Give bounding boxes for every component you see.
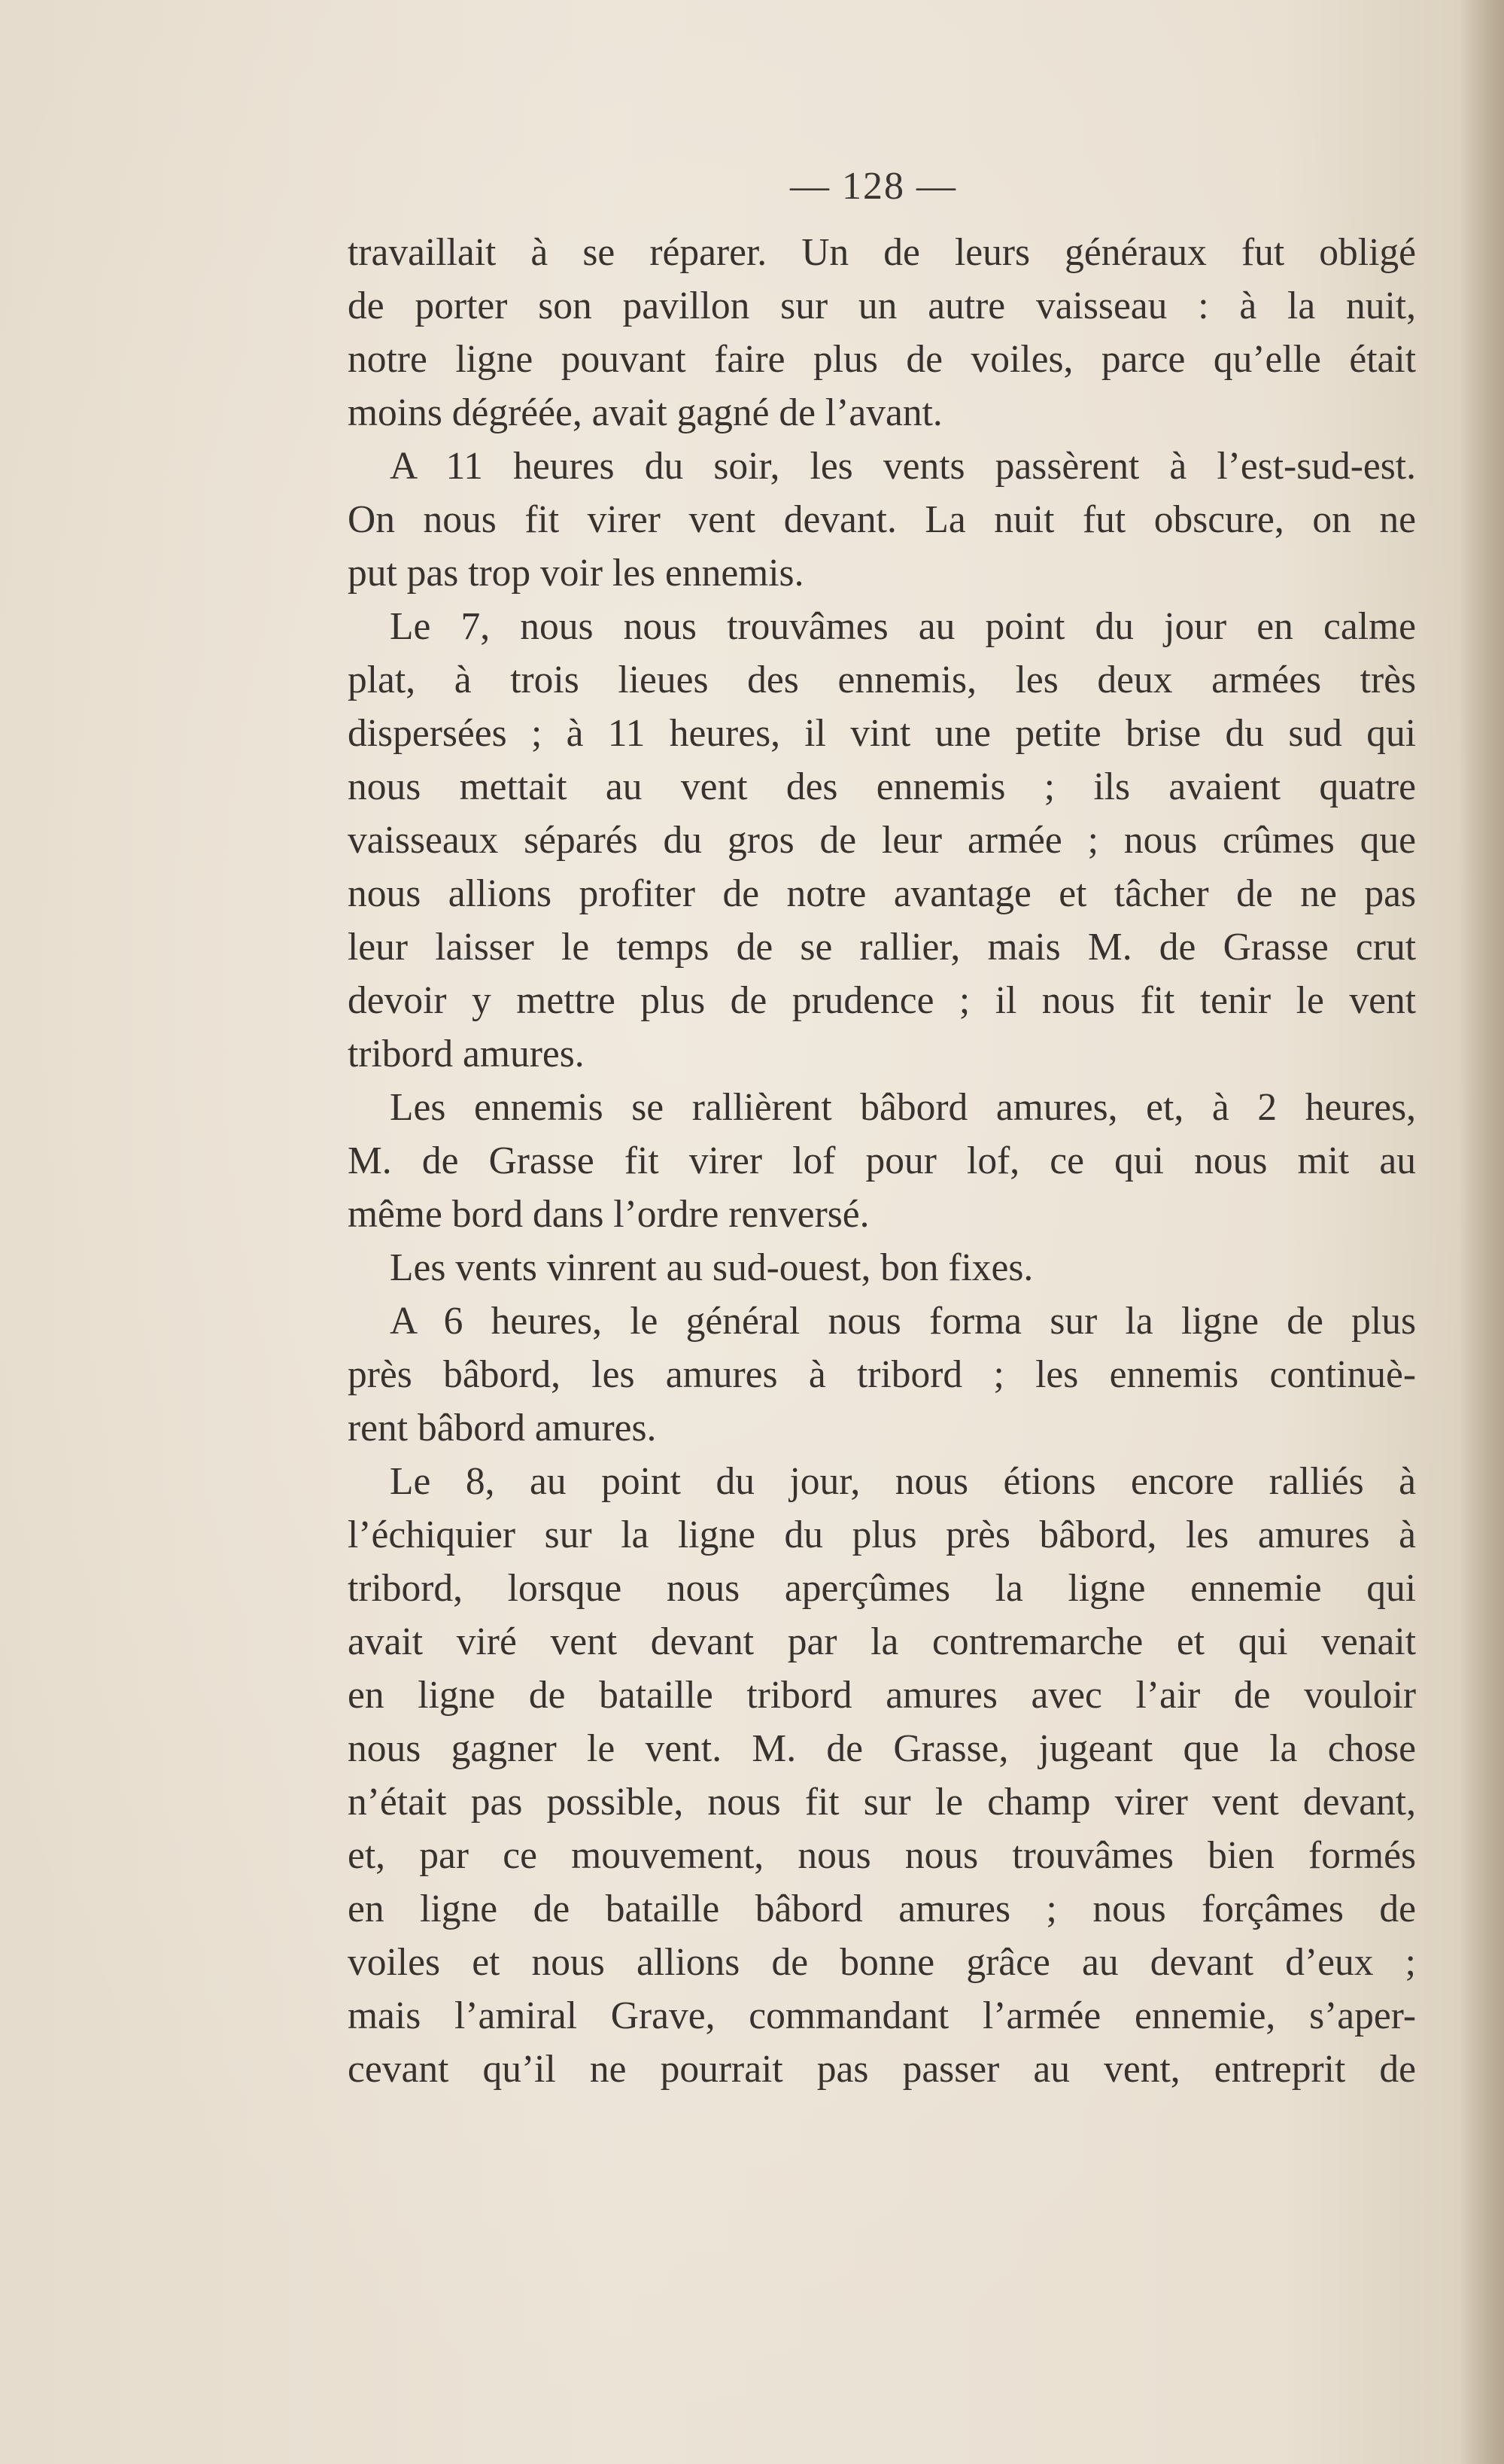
text-line: travaillait à se réparer. Un de leurs généraux fut obligé xyxy=(348,231,1416,274)
text-line: et, par ce mouvement, nous nous trouvâmes bien formés xyxy=(348,1834,1416,1877)
text-line: moins dégréée, avait gagné de l’avant. xyxy=(348,391,943,434)
text-line: plat, à trois lieues des ennemis, les deux armées très xyxy=(348,659,1416,701)
body-text xyxy=(348,226,1416,2096)
text-line: avait viré vent devant par la contremarche et qui venait xyxy=(348,1620,1416,1663)
text-line: nous mettait au vent des ennemis ; ils avaient quatre xyxy=(348,765,1416,808)
text-line: près bâbord, les amures à tribord ; les ennemis continuè- xyxy=(348,1353,1416,1396)
text-line: nous allions profiter de notre avantage et tâcher de ne pas xyxy=(348,872,1416,915)
text-line: en ligne de bataille tribord amures avec l’air de vouloir xyxy=(348,1674,1416,1717)
text-line: rent bâbord amures. xyxy=(348,1407,657,1450)
page-edge-shadow xyxy=(1459,0,1504,2464)
text-line: M. de Grasse fit virer lof pour lof, ce qui nous mit au xyxy=(348,1139,1416,1182)
text-line: vaisseaux séparés du gros de leur armée ; nous crûmes que xyxy=(348,819,1416,862)
text-line: dispersées ; à 11 heures, il vint une petite brise du sud qui xyxy=(348,712,1416,755)
text-line: notre ligne pouvant faire plus de voiles, parce qu’elle était xyxy=(348,338,1416,381)
text-line: en ligne de bataille bâbord amures ; nous forçâmes de xyxy=(348,1888,1416,1930)
text-line: Le 7, nous nous trouvâmes au point du jour en calme xyxy=(390,605,1416,648)
text-line: tribord, lorsque nous aperçûmes la ligne ennemie qui xyxy=(348,1567,1416,1610)
text-line: voiles et nous allions de bonne grâce au devant d’eux ; xyxy=(348,1941,1416,1984)
page-number-header: — 128 — xyxy=(790,165,957,208)
text-line: On nous fit virer vent devant. La nuit fut obscure, on ne xyxy=(348,498,1416,541)
text-line: Le 8, au point du jour, nous étions encore ralliés à xyxy=(390,1460,1416,1503)
text-line: devoir y mettre plus de prudence ; il nous fit tenir le vent xyxy=(348,979,1416,1022)
text-line: put pas trop voir les ennemis. xyxy=(348,552,804,595)
text-line: n’était pas possible, nous fit sur le champ virer vent devant, xyxy=(348,1781,1416,1824)
text-line: A 6 heures, le général nous forma sur la ligne de plus xyxy=(390,1300,1416,1343)
text-line: de porter son pavillon sur un autre vaisseau : à la nuit, xyxy=(348,284,1416,327)
text-line: l’échiquier sur la ligne du plus près bâbord, les amures à xyxy=(348,1513,1416,1556)
text-line: Les ennemis se rallièrent bâbord amures, et, à 2 heures, xyxy=(390,1086,1416,1129)
text-line: leur laisser le temps de se rallier, mais M. de Grasse crut xyxy=(348,926,1416,969)
text-line: A 11 heures du soir, les vents passèrent à l’est-sud-est. xyxy=(390,445,1416,488)
text-line: même bord dans l’ordre renversé. xyxy=(348,1193,870,1236)
text-line: mais l’amiral Grave, commandant l’armée ennemie, s’aper- xyxy=(348,1994,1416,2037)
text-line: Les vents vinrent au sud-ouest, bon fixes. xyxy=(390,1246,1034,1289)
text-line: nous gagner le vent. M. de Grasse, jugeant que la chose xyxy=(348,1727,1416,1770)
text-line: cevant qu’il ne pourrait pas passer au vent, entreprit de xyxy=(348,2048,1416,2091)
text-line: tribord amures. xyxy=(348,1033,585,1075)
